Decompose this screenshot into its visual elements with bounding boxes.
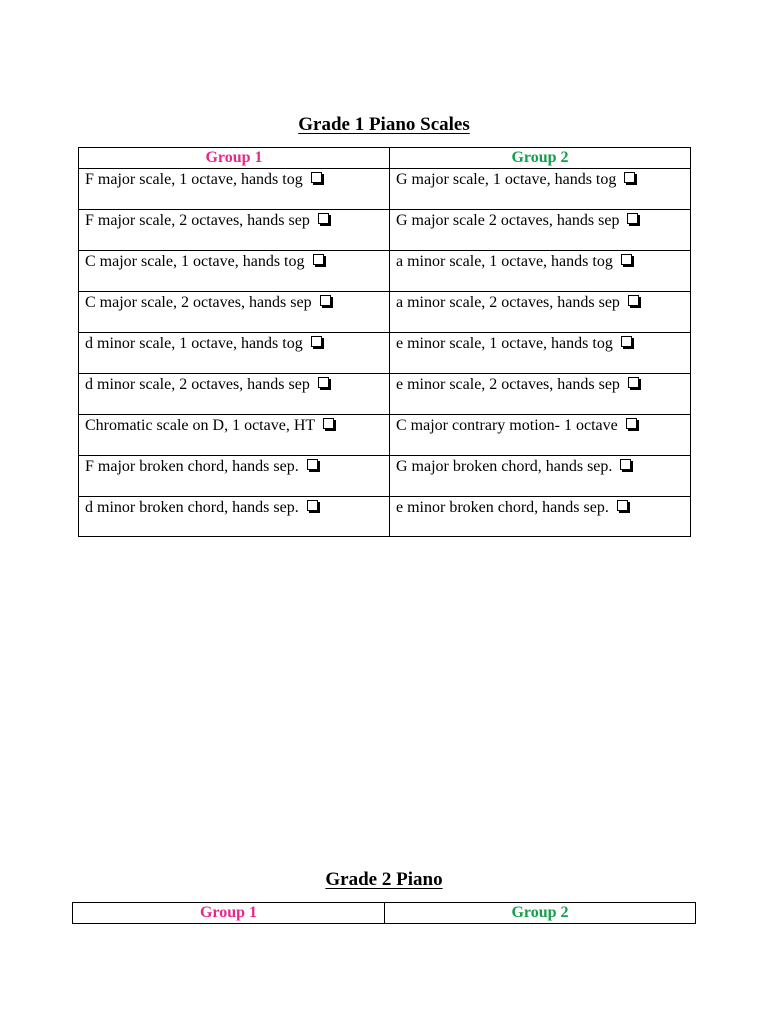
checkbox-icon[interactable]: [628, 295, 639, 306]
scale-label: G major broken chord, hands sep.: [396, 458, 613, 475]
group1-cell: [79, 497, 390, 537]
group1-cell: [79, 292, 390, 333]
group2-cell: [390, 374, 691, 415]
group2-cell: [390, 210, 691, 251]
group1-header: Group 1: [79, 148, 390, 169]
grade1-table-body: [79, 169, 691, 537]
group1-header: Group 1: [73, 903, 385, 924]
scale-label: C major contrary motion- 1 octave: [396, 417, 618, 434]
table-header-row: [73, 903, 696, 924]
table-row: [79, 292, 691, 333]
scale-label: e minor broken chord, hands sep.: [396, 499, 609, 516]
checkbox-icon[interactable]: [318, 377, 329, 388]
checkbox-icon[interactable]: [307, 500, 318, 511]
scale-label: F major broken chord, hands sep.: [85, 458, 299, 475]
checkbox-icon[interactable]: [621, 254, 632, 265]
group2-cell: [390, 333, 691, 374]
checkbox-icon[interactable]: [628, 377, 639, 388]
table-row: [79, 169, 691, 210]
group2-cell: [390, 497, 691, 537]
checkbox-icon[interactable]: [626, 418, 637, 429]
table-row: [79, 251, 691, 292]
table-row: [79, 333, 691, 374]
table-row: [79, 374, 691, 415]
grade2-scales-table: [72, 902, 696, 924]
scale-label: d minor broken chord, hands sep.: [85, 499, 299, 516]
checkbox-icon[interactable]: [320, 295, 331, 306]
scale-label: d minor scale, 1 octave, hands tog: [85, 335, 303, 352]
group2-header: Group 2: [390, 148, 691, 169]
group2-cell: [390, 456, 691, 497]
checkbox-icon[interactable]: [307, 459, 318, 470]
group2-cell: [390, 251, 691, 292]
table-row: [79, 210, 691, 251]
scale-label: G major scale, 1 octave, hands tog: [396, 171, 617, 188]
grade2-title: Grade 2 Piano: [325, 869, 443, 890]
group2-cell: [390, 169, 691, 210]
group1-cell: [79, 251, 390, 292]
table-row: [79, 497, 691, 537]
group2-cell: [390, 415, 691, 456]
checkbox-icon[interactable]: [318, 213, 329, 224]
checkbox-icon[interactable]: [311, 172, 322, 183]
checkbox-icon[interactable]: [627, 213, 638, 224]
group2-cell: [390, 292, 691, 333]
grade1-title: Grade 1 Piano Scales: [298, 114, 470, 135]
scale-label: e minor scale, 1 octave, hands tog: [396, 335, 613, 352]
group1-cell: [79, 374, 390, 415]
scale-label: a minor scale, 2 octaves, hands sep: [396, 294, 620, 311]
scale-label: G major scale 2 octaves, hands sep: [396, 212, 620, 229]
scale-label: F major scale, 1 octave, hands tog: [85, 171, 303, 188]
checkbox-icon[interactable]: [313, 254, 324, 265]
checkbox-icon[interactable]: [621, 336, 632, 347]
table-row: [79, 456, 691, 497]
table-header-row: [79, 148, 691, 169]
grade1-scales-table: [78, 147, 691, 537]
scale-label: e minor scale, 2 octaves, hands sep: [396, 376, 620, 393]
checkbox-icon[interactable]: [323, 418, 334, 429]
scale-label: C major scale, 1 octave, hands tog: [85, 253, 305, 270]
group1-cell: [79, 415, 390, 456]
group1-cell: [79, 333, 390, 374]
checkbox-icon[interactable]: [624, 172, 635, 183]
scale-label: a minor scale, 1 octave, hands tog: [396, 253, 613, 270]
scale-label: F major scale, 2 octaves, hands sep: [85, 212, 310, 229]
checkbox-icon[interactable]: [617, 500, 628, 511]
group1-cell: [79, 456, 390, 497]
group1-cell: [79, 210, 390, 251]
scale-label: Chromatic scale on D, 1 octave, HT: [85, 417, 316, 434]
scale-label: C major scale, 2 octaves, hands sep: [85, 294, 312, 311]
table-row: [79, 415, 691, 456]
checkbox-icon[interactable]: [311, 336, 322, 347]
checkbox-icon[interactable]: [620, 459, 631, 470]
group1-cell: [79, 169, 390, 210]
group2-header: Group 2: [385, 903, 696, 924]
scale-label: d minor scale, 2 octaves, hands sep: [85, 376, 310, 393]
